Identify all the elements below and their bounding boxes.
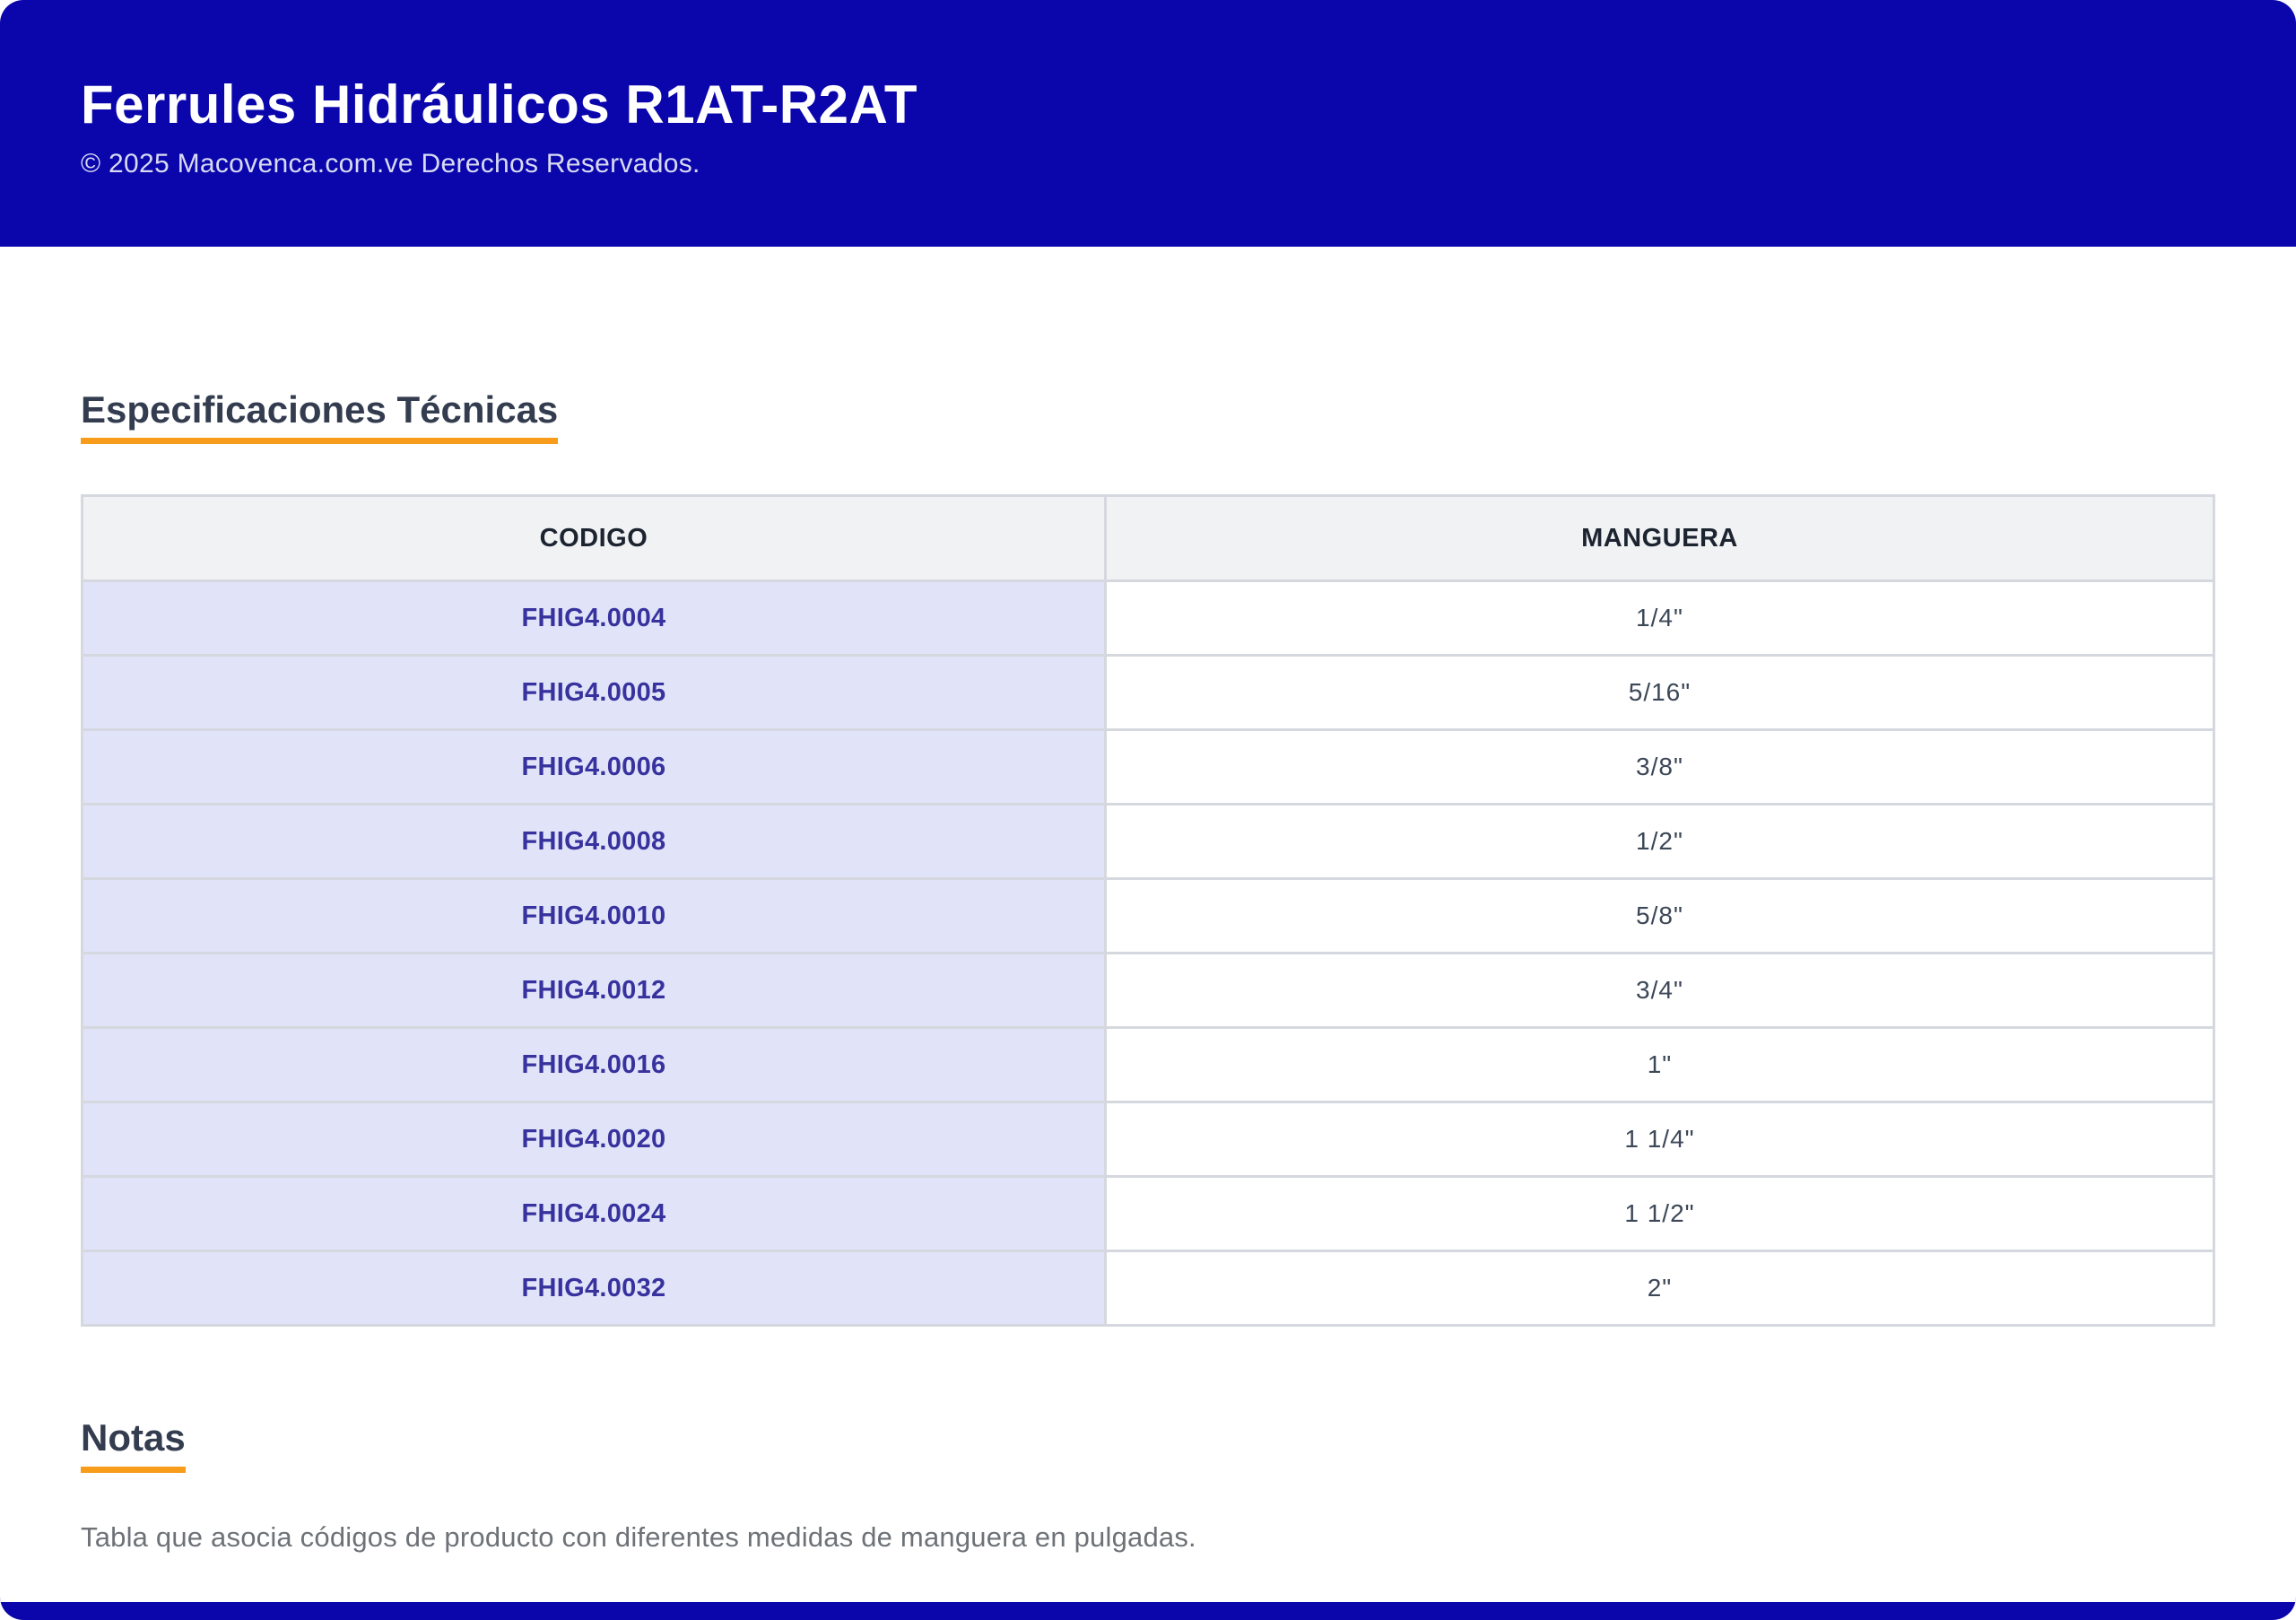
table-row bbox=[83, 1028, 2214, 1102]
spec-table bbox=[81, 494, 2215, 1327]
manguera-cell: 5/16" bbox=[1105, 656, 2213, 730]
manguera-cell: 2" bbox=[1105, 1251, 2213, 1326]
manguera-cell: 1" bbox=[1105, 1028, 2213, 1102]
codigo-cell: FHIG4.0008 bbox=[83, 805, 1106, 879]
manguera-cell: 5/8" bbox=[1105, 879, 2213, 954]
codigo-cell: FHIG4.0032 bbox=[83, 1251, 1106, 1326]
notes-text: Tabla que asocia códigos de producto con diferentes medidas de manguera en pulgadas. bbox=[81, 1520, 1196, 1553]
table-row bbox=[83, 879, 2214, 954]
table-row bbox=[83, 730, 2214, 805]
table-row bbox=[83, 1102, 2214, 1177]
specs-section-heading: Especificaciones Técnicas bbox=[81, 388, 558, 444]
table-row bbox=[83, 805, 2214, 879]
codigo-cell: FHIG4.0016 bbox=[83, 1028, 1106, 1102]
spec-table-header-row bbox=[83, 496, 2214, 581]
table-row bbox=[83, 1177, 2214, 1251]
codigo-cell: FHIG4.0012 bbox=[83, 954, 1106, 1028]
notes-section bbox=[81, 1327, 2215, 1472]
page-header bbox=[0, 0, 2296, 247]
codigo-cell: FHIG4.0006 bbox=[83, 730, 1106, 805]
manguera-cell: 1/4" bbox=[1105, 581, 2213, 656]
page-title: Ferrules Hidráulicos R1AT-R2AT bbox=[81, 74, 918, 135]
codigo-cell: FHIG4.0005 bbox=[83, 656, 1106, 730]
column-header-codigo: CODIGO bbox=[83, 496, 1106, 581]
copyright-text: © 2025 Macovenca.com.ve Derechos Reservados. bbox=[81, 149, 700, 179]
table-row bbox=[83, 954, 2214, 1028]
table-row bbox=[83, 656, 2214, 730]
codigo-cell: FHIG4.0020 bbox=[83, 1102, 1106, 1177]
page-content bbox=[0, 247, 2296, 1602]
notes-section-heading: Notas bbox=[81, 1416, 186, 1472]
manguera-cell: 1 1/2" bbox=[1105, 1177, 2213, 1251]
codigo-cell: FHIG4.0024 bbox=[83, 1177, 1106, 1251]
manguera-cell: 1 1/4" bbox=[1105, 1102, 2213, 1177]
specs-section bbox=[81, 247, 2215, 444]
codigo-cell: FHIG4.0004 bbox=[83, 581, 1106, 656]
manguera-cell: 3/8" bbox=[1105, 730, 2213, 805]
manguera-cell: 1/2" bbox=[1105, 805, 2213, 879]
table-row bbox=[83, 581, 2214, 656]
codigo-cell: FHIG4.0010 bbox=[83, 879, 1106, 954]
manguera-cell: 3/4" bbox=[1105, 954, 2213, 1028]
spec-table-body bbox=[83, 581, 2214, 1326]
column-header-manguera: MANGUERA bbox=[1105, 496, 2213, 581]
table-row bbox=[83, 1251, 2214, 1326]
